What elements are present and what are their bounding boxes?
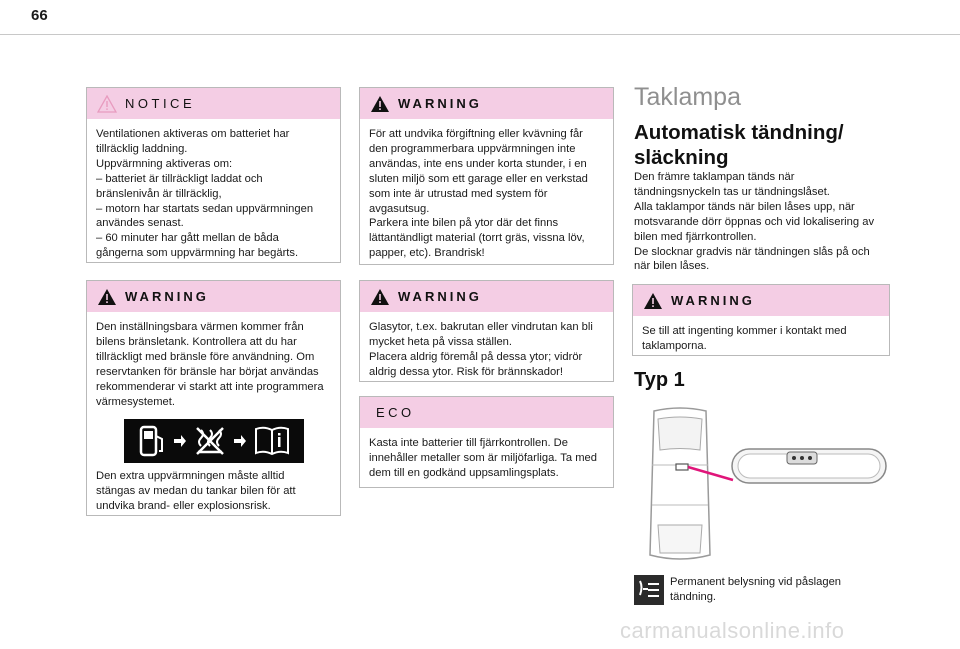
warning-title: WARNING bbox=[671, 293, 755, 308]
warning-box-glass bbox=[359, 280, 614, 382]
warning-box-fuel bbox=[86, 280, 341, 516]
arrow-right-icon bbox=[233, 434, 247, 448]
eco-body: Kasta inte batterier till fjärrkontrollen. De innehåller metaller som är miljöfarliga. Ta med dem till en godkänd uppsamlingsplats. bbox=[369, 437, 597, 479]
eco-header bbox=[360, 397, 613, 428]
warning-triangle-icon bbox=[370, 288, 390, 306]
auto-lighting-body: Den främre taklampan tänds när tändningsnyckeln tas ur tändningslåset. Alla taklampor tänds när bilen låses upp, när motsvarande dörr öppnas och vid lokalisering av bilen med fjärrkontrollen. De slocknar gradvis när tändningen slås på och när bilen låses. bbox=[634, 171, 875, 273]
warning-box-poisoning bbox=[359, 87, 614, 265]
notice-triangle-icon bbox=[97, 95, 117, 113]
warning-triangle-icon bbox=[97, 288, 117, 306]
fuel-pump-icon bbox=[137, 424, 167, 458]
warning-body: Den inställningsbara värmen kommer från bilens bränsletank. Kontrollera att du har tillräckligt med bränsle före användning. Om reservtanken för bränsle har börjat användas rekommenderar vi starkt att inte programmera värmesystemet. bbox=[96, 321, 324, 408]
eco-title: ECO bbox=[376, 405, 415, 420]
warning-body-extra: Den extra uppvärmningen måste alltid stängas av medan du tankar bilen för att undvika brand- eller explosionsrisk. bbox=[96, 470, 296, 513]
notice-header bbox=[87, 88, 340, 119]
permanent-lighting-icon bbox=[634, 575, 664, 605]
warning-title: WARNING bbox=[398, 289, 482, 304]
fuel-warning-pictogram bbox=[124, 419, 304, 463]
arrow-right-icon bbox=[173, 434, 187, 448]
ceiling-lamp-illustration bbox=[640, 405, 890, 565]
page-number: 66 bbox=[31, 7, 48, 24]
legend-text: Permanent belysning vid påslagen tändning. bbox=[670, 576, 842, 603]
warning-triangle-icon bbox=[370, 95, 390, 113]
warning-header bbox=[360, 88, 613, 119]
warning-header bbox=[87, 281, 340, 312]
warning-box-lamps bbox=[632, 284, 890, 356]
header-divider bbox=[0, 34, 960, 35]
warning-header bbox=[633, 285, 889, 316]
warning-header bbox=[360, 281, 613, 312]
type-title: Typ 1 bbox=[634, 369, 685, 391]
notice-title: NOTICE bbox=[125, 96, 196, 111]
notice-body: Ventilationen aktiveras om batteriet har tillräcklig laddning. Uppvärmning aktiveras om: – batteriet är tillräckligt laddat och bränslenivån är tillräcklig, – motorn har startats sedan uppvärmningen användes senast. – 60 minuter har gått mellan de båda gångerna som uppvärmning har begärts. bbox=[96, 128, 314, 260]
no-heating-icon bbox=[193, 424, 227, 458]
notice-box bbox=[86, 87, 341, 263]
warning-title: WARNING bbox=[125, 289, 209, 304]
section-title: Taklampa bbox=[634, 83, 741, 111]
warning-triangle-icon bbox=[643, 292, 663, 310]
subsection-title: Automatisk tändning/ släckning bbox=[634, 121, 844, 169]
watermark: carmanualsonline.info bbox=[620, 618, 845, 643]
warning-body: Glasytor, t.ex. bakrutan eller vindrutan kan bli mycket heta på vissa ställen. Placera aldrig föremål på dessa ytor; vidrör aldrig dessa ytor. Risk för brännskador! bbox=[369, 321, 593, 378]
eco-box bbox=[359, 396, 614, 488]
warning-title: WARNING bbox=[398, 96, 482, 111]
manual-book-icon bbox=[253, 424, 291, 458]
warning-body: Se till att ingenting kommer i kontakt med taklamporna. bbox=[642, 325, 847, 352]
warning-body: För att undvika förgiftning eller kvävning får den programmerbara uppvärmningen inte användas, inte ens under korta stunder, i en sluten miljö som ett garage eller en verkstad som inte är utrustad med system för avgasutsug. Parkera inte bilen på ytor där det finns lättantändligt material (torrt gräs, vissna löv, papper, etc). Brandrisk! bbox=[369, 128, 588, 260]
